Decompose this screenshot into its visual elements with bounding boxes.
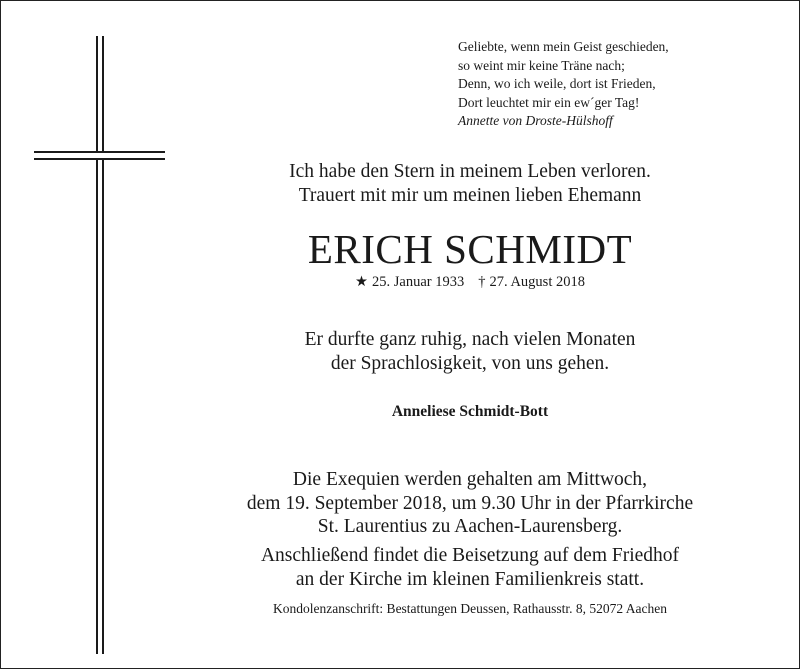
service-line: dem 19. September 2018, um 9.30 Uhr in der Pfarrkirche — [246, 492, 694, 514]
birth-star-icon: ★ — [355, 274, 369, 290]
poem-line: Geliebte, wenn mein Geist geschieden, — [458, 39, 669, 54]
intro-line: Trauert mit mir um meinen lieben Ehemann — [298, 185, 642, 206]
burial-line: Anschließend findet die Beisetzung auf dem Friedhof — [260, 545, 680, 566]
burial-line: an der Kirche im kleinen Familienkreis statt. — [295, 568, 645, 590]
intro-line: Ich habe den Stern in meinem Leben verloren. — [289, 161, 651, 182]
message-line: Er durfte ganz ruhig, nach vielen Monaten — [304, 329, 636, 350]
death-date: 27. August 2018 — [489, 274, 585, 290]
funeral-service-info — [190, 468, 750, 539]
life-dates — [190, 273, 750, 291]
farewell-message — [190, 328, 750, 376]
condolence-address: Kondolenzanschrift: Bestattungen Deussen, Rathausstr. 8, 52072 Aachen — [272, 601, 668, 616]
service-line: St. Laurentius zu Aachen-Laurensberg. — [317, 516, 623, 537]
poem-line: so weint mir keine Träne nach; — [458, 57, 625, 73]
cross-horizontal-beam — [34, 151, 165, 160]
mourner-signature: Anneliese Schmidt-Bott — [391, 403, 549, 420]
cross-vertical-beam — [96, 36, 104, 654]
intro-text — [190, 160, 750, 208]
birth-date: 25. Januar 1933 — [372, 274, 465, 290]
death-cross-icon: † — [478, 274, 486, 290]
poem-quote — [458, 38, 778, 131]
message-line: der Sprachlosigkeit, von uns gehen. — [330, 353, 610, 374]
poem-line: Denn, wo ich weile, dort ist Frieden, — [458, 76, 656, 92]
poem-line: Dort leuchtet mir ein ew´ger Tag! — [458, 94, 640, 110]
service-line: Die Exequien werden gehalten am Mittwoch, — [292, 469, 648, 490]
deceased-name: ERICH SCHMIDT — [307, 226, 633, 272]
poem-author: Annette von Droste-Hülshoff — [458, 113, 613, 129]
burial-info — [190, 544, 750, 591]
